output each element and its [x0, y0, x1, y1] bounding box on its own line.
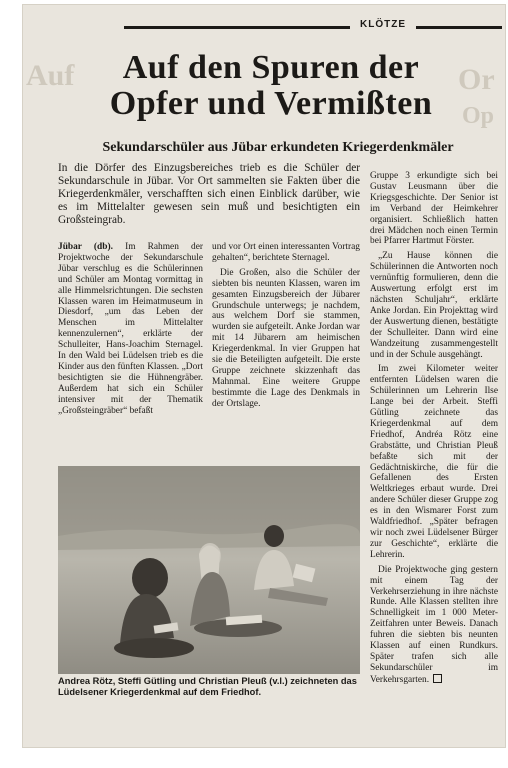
- bleed-through-text-left: Auf: [26, 59, 75, 92]
- headline-line-1: Auf den Spuren der: [122, 49, 420, 86]
- article-column-3: [370, 171, 498, 690]
- column-3-text-4: Die Projektwoche ging gestern mit einem Tag der Verkehrserziehung in ihre nächste Runde. Alle Klassen stellten ihre Schnelligkeit im 1 000 Meter-Zeitfahren unter Beweis. Danach fuhren die siebten bis neunten Klassen auf einen Rundkurs. Später trafen sich alle Sekundarschüler im Verkehrsgarten.: [370, 564, 498, 685]
- article-photo: [58, 466, 360, 674]
- trees-silhouette: [58, 466, 360, 536]
- end-of-article-mark: [433, 674, 442, 683]
- bleed-through-text-right-2: Op: [462, 103, 495, 129]
- photo-caption: Andrea Rötz, Steffi Gütling und Christian Pleuß (v.l.) zeichneten das Lüdelsener Kriegerdenkmal auf dem Friedhof.: [58, 676, 357, 697]
- kicker-rule-right: [416, 26, 502, 29]
- column-2-paragraph-2: Die Großen, also die Schüler der siebten bis neunten Klassen, waren im gesamten Einzugsbereich der Jübarer Grundschule unterwegs; je nachdem, aus welchem Dorf sie stammen, wurden sie aufgeteilt. Anke Jordan war mit 14 Jübarern am heimischen Kriegerdenkmal. In vier Gruppen hat sie die Beteiligten aufgeteilt. Die erste Gruppe zeichnete skizzenhaft das Mahnmal. Eine weitere Gruppe bestimmte die Lage des Denkmals in der Ortslage.: [212, 267, 360, 409]
- article-lead: In die Dörfer des Einzugsbereiches trieb es die Schüler der Sekundarschule in Jübar. Vor Ort sammelten sie Fakten über die Kriegerdenkmäler, verschafften sich einen Einblick darüber, wie es im Mittelalter gewesen sein muß und besichtigten ein Großsteingrab.: [58, 162, 360, 226]
- column-1-paragraph: [58, 242, 203, 417]
- newspaper-clipping: [22, 4, 506, 748]
- section-label: KLÖTZE: [360, 19, 406, 30]
- bleed-through-text-right: Or: [458, 63, 495, 96]
- column-3-paragraph-4: [370, 565, 498, 686]
- article-column-1: [58, 242, 203, 421]
- column-3-paragraph-2: „Zu Hause können die Schülerinnen die Antworten noch vernünftig formulieren, denn die Auswertung erfolgt erst im nächsten Schuljahr“, erklärte Anke Jordan. Ein Projekttag wird der Auswertung dienen, bestätigte der Schulleiter. Dann wird eine Wandzeitung zusammengestellt und in der Schule ausgehängt.: [370, 251, 498, 360]
- kicker-rule-left: [124, 26, 350, 29]
- article-headline: [66, 50, 476, 122]
- headline-line-2: Opfer und Vermißten: [109, 85, 433, 122]
- dateline: Jübar (db).: [58, 242, 113, 252]
- article-column-2: [212, 242, 360, 414]
- photo-students-on-grass: [58, 466, 360, 674]
- article-subheadline: Sekundarschüler aus Jübar erkundeten Kriegerdenkmäler: [102, 140, 454, 155]
- column-1-text: Im Rahmen der Projektwoche der Sekundarschule Jübar verschlug es die Schülerinnen und Schüler am Montag vormittag in alle Himmelsrichtungen. Die sechsten Klassen waren im Heimatmuseum in Diesdorf, „um das Leben der Menschen im Mittelalter kennenzulernen“, erklärte der Schulleiter, Hans-Joachim Sternagel. In den Wald bei Lüdelsen trieb es die Kinder aus den fünften Klassen. „Dort besichtigten sie die Hühnengräber. Außerdem hat sich ein Schüler intensiver mit der Thematik „Großsteingräber“ befaßt: [58, 242, 203, 416]
- column-3-paragraph-3: Im zwei Kilometer weiter entfernten Lüdelsen waren die Schülerinnen um Lehrerin Ilse Lange bei der Arbeit. Steffi Gütling zeichnete das Kriegerdenkmal auf dem Friedhof, Andréa Rötz eine Grabstätte, und Christian Pleuß befaßte sich mit der Gedächtniskirche, die für die Gefallenen des Ersten Weltkrieges erbaut wurde. Drei andere Schüler dieser Gruppe zog es in den Wismarer Forst zum Waldfriedhof. „Später befragen wir noch zwei Lüdelsener Bürger zur Geschichte“, erklärte die Lehrerin.: [370, 364, 498, 560]
- column-3-paragraph-1: Gruppe 3 erkundigte sich bei Gustav Leusmann über die Kriegsgeschichte. Der Senior ist im Verband der Heimkehrer organisiert. Schließlich hatten drei Mädchen noch einen Termin bei Pfarrer Hartmut Förster.: [370, 171, 498, 247]
- column-2-paragraph-1: und vor Ort einen interessanten Vortrag gehalten“, berichtete Sternagel.: [212, 242, 360, 263]
